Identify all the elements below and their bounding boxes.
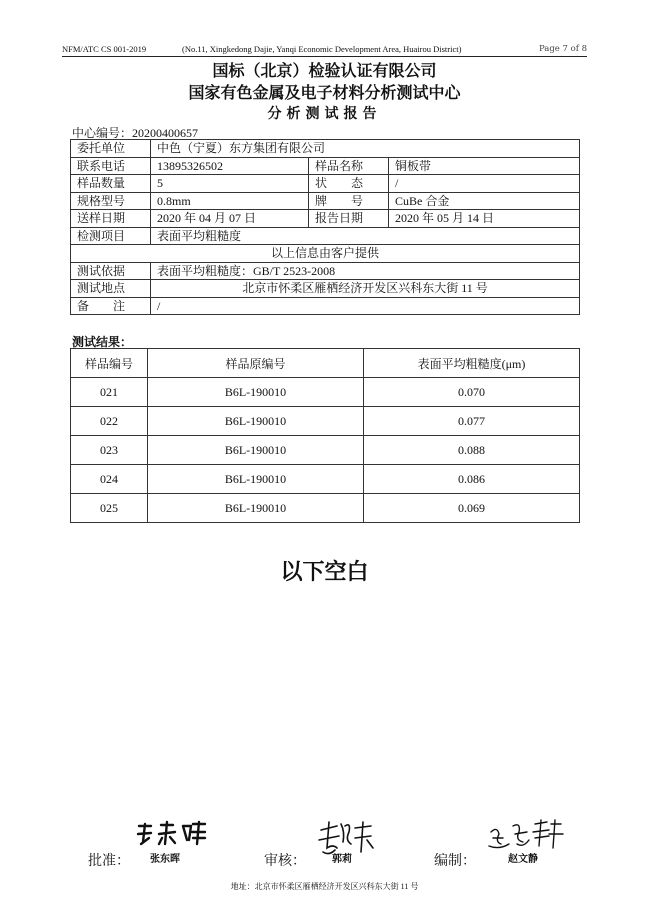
reviewer-name: 郭莉 [332, 854, 352, 865]
client-value: 中色（宁夏）东方集团有限公司 [151, 140, 580, 158]
table-row [71, 210, 580, 228]
report-title: 分析测试报告 [267, 106, 382, 122]
remark-value: / [151, 297, 580, 315]
report-date-label: 报告日期 [309, 210, 389, 228]
original-no: B6L-190010 [148, 407, 364, 436]
send-date-value: 2020 年 04 月 07 日 [151, 210, 309, 228]
report-date-value: 2020 年 05 月 14 日 [389, 210, 580, 228]
compiler-name: 赵文静 [508, 854, 538, 865]
roughness-value: 0.069 [364, 494, 580, 523]
page-header [62, 42, 587, 56]
approver-signature [135, 820, 207, 846]
basis-label: 测试依据 [71, 262, 151, 280]
item-label: 检测项目 [71, 227, 151, 245]
header-divider [62, 56, 587, 57]
review-label: 审核： [264, 853, 306, 869]
client-provided-note: 以上信息由客户提供 [71, 245, 580, 263]
remark-label: 备 注 [71, 297, 151, 315]
sample-no: 025 [71, 494, 148, 523]
original-no: B6L-190010 [148, 494, 364, 523]
client-label: 委托单位 [71, 140, 151, 158]
qty-value: 5 [151, 175, 309, 193]
header-sample-no: 样品编号 [71, 349, 148, 378]
roughness-value: 0.088 [364, 436, 580, 465]
table-row [71, 175, 580, 193]
info-table [70, 139, 580, 315]
approve-label: 批准： [88, 853, 130, 869]
spec-value: 0.8mm [151, 192, 309, 210]
sample-name-label: 样品名称 [309, 157, 389, 175]
phone-value: 13895326502 [151, 157, 309, 175]
sample-no: 022 [71, 407, 148, 436]
table-row [71, 494, 580, 523]
table-row [71, 297, 580, 315]
phone-label: 联系电话 [71, 157, 151, 175]
table-row [71, 192, 580, 210]
results-header-row [71, 349, 580, 378]
doc-number: NFM/ATC CS 001-2019 [62, 44, 147, 54]
table-row [71, 140, 580, 158]
table-row [71, 436, 580, 465]
location-value: 北京市怀柔区雁栖经济开发区兴科东大街 11 号 [151, 280, 580, 298]
sample-no: 021 [71, 378, 148, 407]
table-row [71, 157, 580, 175]
table-row [71, 227, 580, 245]
table-row [71, 378, 580, 407]
page-number: Page 7 of 8 [538, 44, 587, 54]
grade-value: CuBe 合金 [389, 192, 580, 210]
roughness-value: 0.077 [364, 407, 580, 436]
org-title-2: 国家有色金属及电子材料分析测试中心 [188, 83, 461, 102]
sample-no: 023 [71, 436, 148, 465]
header-original-no: 样品原编号 [148, 349, 364, 378]
table-row [71, 280, 580, 298]
footer-address: 地址：北京市怀柔区雁栖经济开发区兴科东大街 11 号 [230, 882, 419, 891]
basis-value: 表面平均粗糙度：GB/T 2523-2008 [151, 262, 580, 280]
roughness-value: 0.070 [364, 378, 580, 407]
grade-label: 牌 号 [309, 192, 389, 210]
results-table [70, 348, 580, 523]
original-no: B6L-190010 [148, 436, 364, 465]
header-address: (No.11, Xingkedong Dajie, Yanqi Economic Development Area, Huairou District) [182, 44, 462, 54]
roughness-value: 0.086 [364, 465, 580, 494]
table-row [71, 262, 580, 280]
table-row [71, 407, 580, 436]
sample-no: 024 [71, 465, 148, 494]
original-no: B6L-190010 [148, 378, 364, 407]
item-value: 表面平均粗糙度 [151, 227, 580, 245]
location-label: 测试地点 [71, 280, 151, 298]
qty-label: 样品数量 [71, 175, 151, 193]
spec-label: 规格型号 [71, 192, 151, 210]
sample-name-value: 铜板带 [389, 157, 580, 175]
results-label: 测试结果： [72, 335, 133, 349]
compiler-signature [487, 818, 565, 852]
table-row [71, 245, 580, 263]
original-no: B6L-190010 [148, 465, 364, 494]
header-roughness: 表面平均粗糙度(μm) [364, 349, 580, 378]
send-date-label: 送样日期 [71, 210, 151, 228]
blank-below-note: 以下空白 [280, 560, 369, 585]
state-value: / [389, 175, 580, 193]
center-number: 中心编号：20200400657 [72, 126, 199, 140]
state-label: 状 态 [309, 175, 389, 193]
org-title-1: 国标（北京）检验认证有限公司 [212, 61, 437, 80]
compile-label: 编制： [434, 853, 476, 869]
table-row [71, 465, 580, 494]
approver-name: 张东晖 [150, 854, 180, 865]
